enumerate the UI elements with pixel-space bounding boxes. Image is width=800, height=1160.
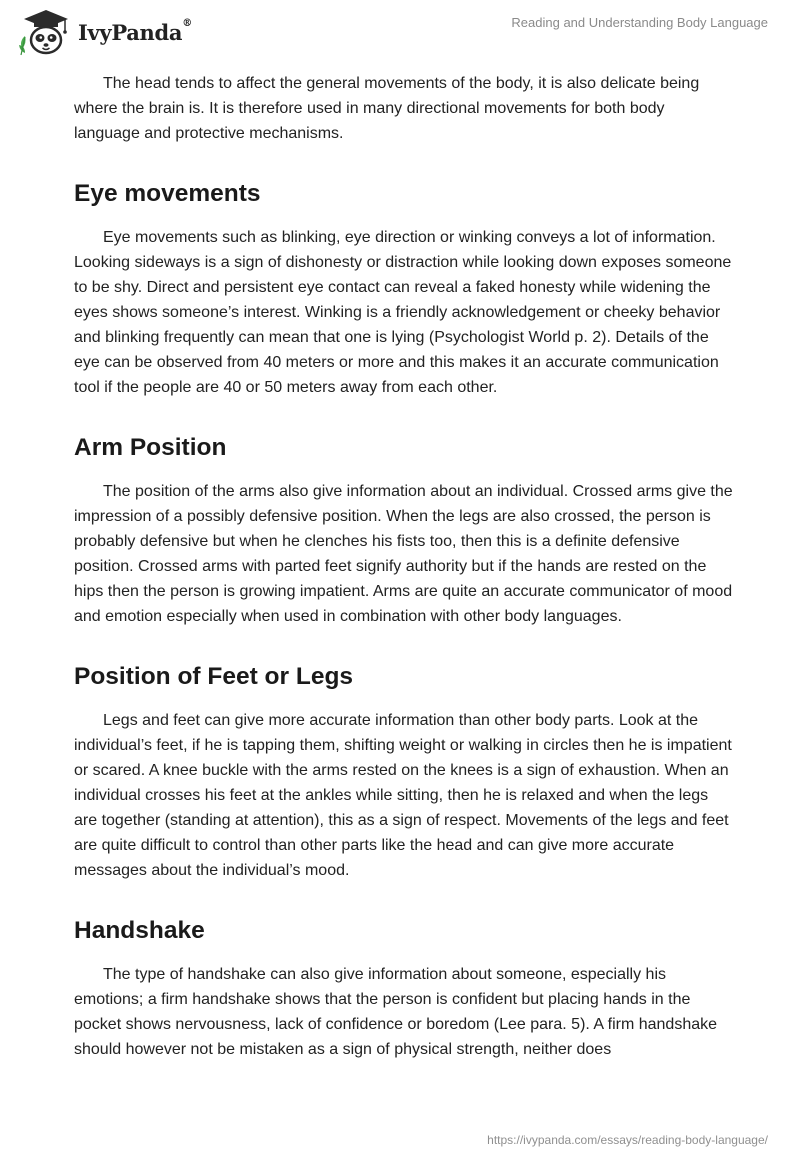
- section-paragraph-eye-movements: Eye movements such as blinking, eye direction or winking conveys a lot of information. Looking sideways is a sign of dishonesty or distraction while looking down exposes someone to be shy. Direct and persistent eye contact can reveal a faked honesty while widening the eyes shows someone’s interest. Winking is a friendly acknowledgement or cheeky behavior and blinking frequently can mean that one is lying (Psychologist World p. 2). Details of the eye can be observed from 40 meters or more and this makes it an accurate communication tool if the people are 40 or 50 meters away from each other.: [74, 229, 732, 396]
- panda-graduate-icon: [16, 7, 76, 57]
- page-header: [0, 0, 800, 60]
- section-paragraph-arm-position: The position of the arms also give information about an individual. Crossed arms give the impression of a possibly defensive position. When the legs are also crossed, the person is probably defensive but when he clenches his fists too, then this is a definite defensive position. Crossed arms with parted feet signify authority but if the hands are rested on the hips then the person is growing impatient. Arms are quite an accurate communicator of mood and emotion especially when used in combination with other body languages.: [74, 483, 733, 625]
- section-heading-arm-position: Arm Position: [74, 434, 227, 461]
- document-title: Reading and Understanding Body Language: [511, 15, 768, 30]
- intro-paragraph: The head tends to affect the general movements of the body, it is also delicate being where the brain is. It is therefore used in many directional movements for both body language and protective mechanisms.: [74, 75, 700, 142]
- logo-text: IvyPanda®: [78, 17, 192, 45]
- section-heading-handshake: Handshake: [74, 917, 205, 944]
- source-url[interactable]: https://ivypanda.com/essays/reading-body-language/: [487, 1133, 768, 1147]
- site-logo[interactable]: [16, 7, 192, 57]
- section-paragraph-feet-legs: Legs and feet can give more accurate information than other body parts. Look at the individual’s feet, if he is tapping them, shifting weight or walking in circles then he is impatient or scared. A knee buckle with the arms rested on the knees is a sign of exhaustion. When an individual crosses his feet at the ankles while sitting, then he is relaxed and when the legs are together (standing at attention), this as a sign of respect. Movements of the legs and feet are quite difficult to control than other parts like the head and can give more accurate messages about the individual’s mood.: [74, 712, 732, 879]
- section-paragraph-handshake: The type of handshake can also give information about someone, especially his emotions; a firm handshake shows that the person is confident but placing hands in the pocket shows nervousness, lack of confidence or boredom (Lee para. 5). A firm handshake should however not be mistaken as a sign of physical strength, neither does: [74, 966, 718, 1058]
- essay-content: [74, 71, 734, 1062]
- section-heading-feet-legs: Position of Feet or Legs: [74, 663, 354, 690]
- section-heading-eye-movements: Eye movements: [74, 180, 261, 207]
